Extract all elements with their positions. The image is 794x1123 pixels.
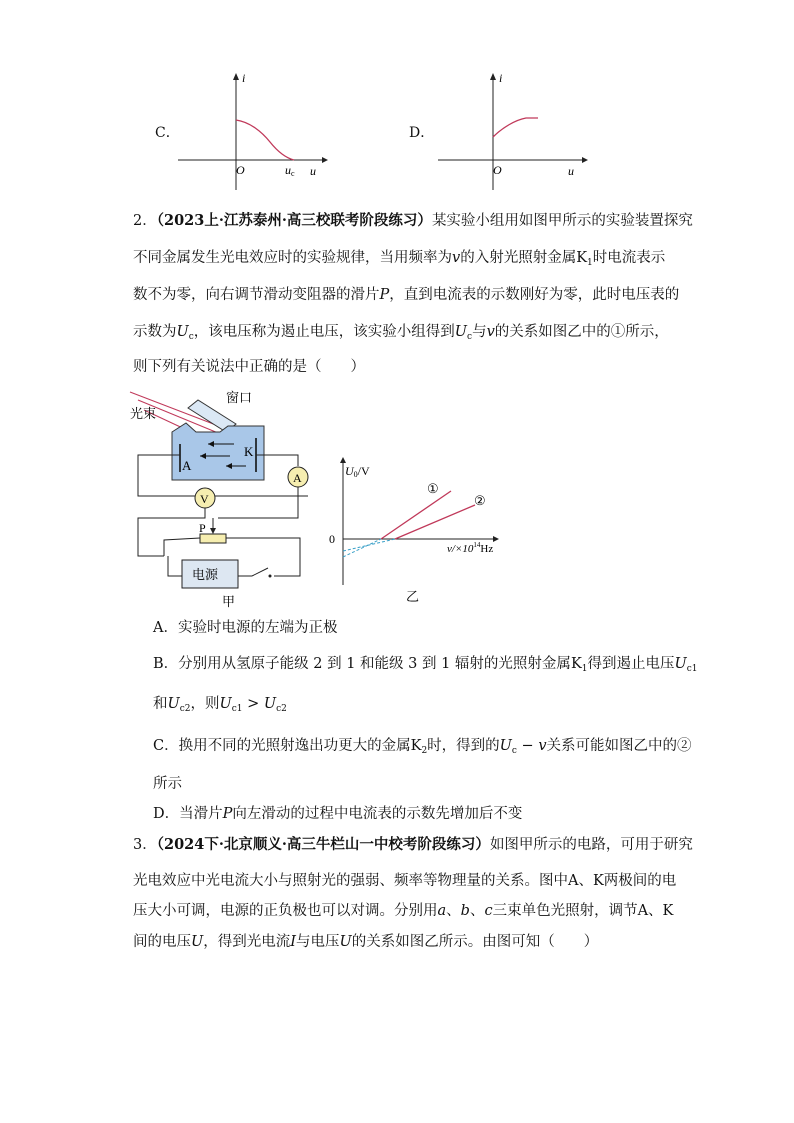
zero-label: 0 [329,532,335,546]
question-source: （2024下·北京顺义·高三牛栏山一中校考阶段练习） [156,836,490,853]
axis-u-label: u [568,164,574,178]
q2-line-3: 数不为零，向右调节滑动变阻器的滑片P，直到电流表的示数刚好为零，此时电压表的 [133,287,680,303]
q3-line-2: 光电效应中光电流大小与照射光的强弱、频率等物理量的关系。图中A、K两极间的电 [133,873,677,889]
question-number: 3． [133,837,157,853]
q2-line-5: 则下列有关说法中正确的是（ ） [133,359,365,375]
curve-d [493,118,538,137]
anode-label: A [182,458,192,473]
origin-label: O [493,163,502,177]
option-a: A．实验时电源的左端为正极 [153,620,338,636]
x-axis-label: $v/\times 10^{14}Hz$ [447,541,494,555]
rheostat [200,534,226,543]
origin-label: O [236,163,245,177]
option-d-label: D． [409,125,435,141]
axis-i-label: i [242,71,246,85]
q2-line-1: 2．（2023上·江苏泰州·高三校联考阶段练习）某实验小组用如图甲所示的实验装置探究 [133,212,693,229]
slider-p-label: P [199,521,206,535]
q2-line-2: 不同金属发生光电效应时的实验规律，当用频率为v的入射光照射金属$K_1$时电流表示 [133,250,666,268]
option-b-line-2: 和$U_{c2}$，则$U_{c1} > U_{c2}$ [153,696,287,714]
q3-line-4: 间的电压U，得到光电流I与电压U的关系如图乙所示。由图可知（ ） [133,934,599,950]
beam-label: 光束 [130,406,157,421]
option-b-line-1: B．分别用从氢原子能级 2 到 1 和能级 3 到 1 辐射的光照射金属$K_1$得到遏止电压$U_{c1}$ [153,656,698,674]
cathode-label: K [244,444,254,459]
q2-line-4: 示数为$U_c$，该电压称为遏止电压，该实验小组得到$U_c$与v的关系如图乙中的①所示， [133,324,669,342]
question-number: 2． [133,213,157,229]
ammeter-label: A [293,471,302,485]
window-label: 窗口 [226,390,253,405]
graph-d [430,70,600,200]
q3-line-3: 压大小可调，电源的正负极也可以对调。分别用a、b、c三束单色光照射，调节A、K [133,903,674,919]
curve-c [236,120,294,160]
uc-label: uc [285,163,295,178]
option-d: D．当滑片P向左滑动的过程中电流表的示数先增加后不变 [153,806,523,822]
voltmeter-label: V [200,492,209,506]
axis-i-label: i [499,71,503,85]
figure-jia-circuit [130,380,330,610]
figure-yi-caption: 乙 [406,589,420,604]
y-axis-label: U0/V [345,464,370,479]
option-c-line-2: 所示 [153,776,182,792]
graph-c [170,70,340,200]
option-c-label: C． [155,125,180,141]
line-2-label: ② [474,493,486,508]
figure-yi-graph [325,455,525,605]
line-1-label: ① [427,481,439,496]
line-1 [381,491,451,539]
question-source: （2023上·江苏泰州·高三校联考阶段练习） [156,212,432,229]
option-c-line-1: C．换用不同的光照射逸出功更大的金属$K_2$时，得到的$U_c - v$关系可能如图乙中的② [153,738,692,756]
line-2 [395,505,475,539]
axis-u-label: u [310,164,316,178]
q3-line-1: 3．（2024下·北京顺义·高三牛栏山一中校考阶段练习）如图甲所示的电路，可用于研究 [133,836,693,853]
figure-jia-caption: 甲 [222,594,236,609]
power-label: 电源 [192,567,219,582]
